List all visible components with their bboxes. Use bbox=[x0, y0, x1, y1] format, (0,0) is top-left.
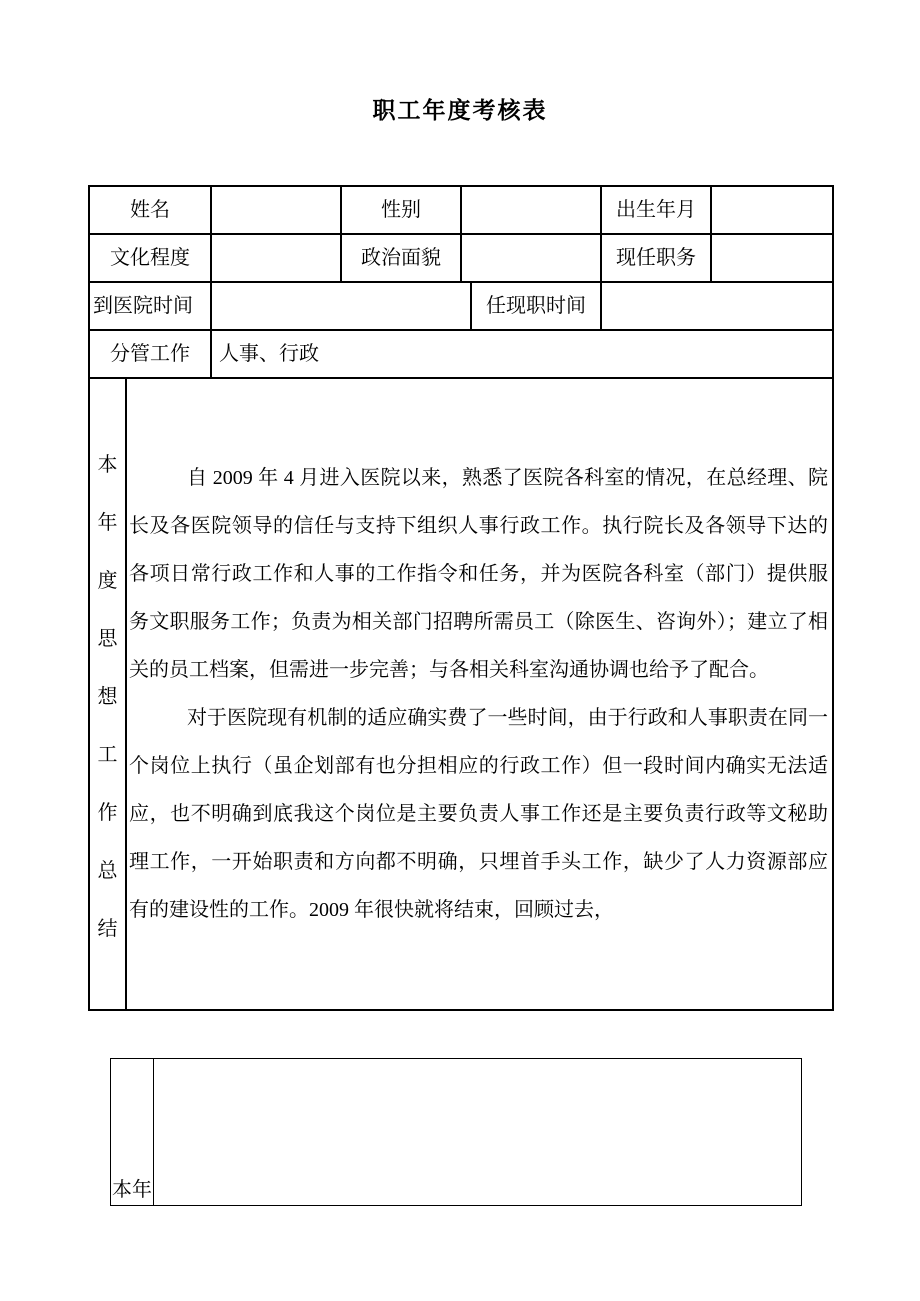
current-post-time-label: 任现职时间 bbox=[472, 283, 602, 331]
side-label-char: 度 bbox=[97, 569, 118, 592]
table-row bbox=[90, 379, 834, 1011]
name-value-cell[interactable] bbox=[212, 187, 342, 235]
hospital-entry-time-label: 到医院时间 bbox=[90, 283, 212, 331]
side-label-char: 想 bbox=[97, 685, 118, 708]
birth-date-value-cell[interactable] bbox=[712, 187, 834, 235]
table-row bbox=[90, 187, 834, 235]
next-section-side-label bbox=[111, 1059, 154, 1205]
education-value-cell[interactable] bbox=[212, 235, 342, 283]
gender-label: 性别 bbox=[342, 187, 462, 235]
page-title: 职工年度考核表 bbox=[372, 98, 548, 123]
side-label-char: 思 bbox=[97, 627, 118, 650]
current-position-value-cell[interactable] bbox=[712, 235, 834, 283]
side-label-char: 年 bbox=[97, 511, 118, 534]
assigned-work-value-cell[interactable]: 人事、行政 bbox=[212, 331, 834, 379]
name-label: 姓名 bbox=[90, 187, 212, 235]
birth-date-label: 出生年月 bbox=[602, 187, 712, 235]
assessment-form-table bbox=[88, 185, 834, 1011]
side-label-char: 作 bbox=[97, 801, 118, 824]
side-label-char: 总 bbox=[97, 859, 118, 882]
summary-paragraph-2: 对于医院现有机制的适应确实费了一些时间，由于行政和人事职责在同一个岗位上执行（虽企划部有也分担相应的行政工作）但一段时间内确实无法适应，也不明确到底我这个岗位是主要负责人事工作还是主要负责行政等文秘助理工作，一开始职责和方向都不明确，只埋首手头工作，缺少了人力资源部应有的建设性的工作。2009 年很快就将结束，回顾过去， bbox=[129, 707, 828, 921]
assigned-work-label: 分管工作 bbox=[90, 331, 212, 379]
summary-paragraph-1: 自 2009 年 4 月进入医院以来，熟悉了医院各科室的情况，在总经理、院长及各医院领导的信任与支持下组织人事行政工作。执行院长及各领导下达的各项日常行政工作和人事的工作指令和任务，并为医院各科室（部门）提供服务文职服务工作；负责为相关部门招聘所需员工（除医生、咨询外）；建立了相关的员工档案，但需进一步完善；与各相关科室沟通协调也给予了配合。 bbox=[129, 467, 828, 681]
side-label-char: 工 bbox=[97, 743, 118, 766]
hospital-entry-time-value-cell[interactable] bbox=[212, 283, 472, 331]
summary-side-label bbox=[90, 379, 127, 1011]
summary-text-area[interactable] bbox=[127, 379, 834, 1011]
side-label-char: 本 bbox=[97, 453, 118, 476]
political-status-label: 政治面貌 bbox=[342, 235, 462, 283]
education-label: 文化程度 bbox=[90, 235, 212, 283]
table-row bbox=[90, 283, 834, 331]
next-section-box bbox=[110, 1058, 802, 1206]
current-post-time-value-cell[interactable] bbox=[602, 283, 834, 331]
political-status-value-cell[interactable] bbox=[462, 235, 602, 283]
table-row bbox=[90, 235, 834, 283]
table-row bbox=[90, 331, 834, 379]
current-position-label: 现任职务 bbox=[602, 235, 712, 283]
gender-value-cell[interactable] bbox=[462, 187, 602, 235]
next-section-text-area[interactable] bbox=[154, 1059, 801, 1205]
next-section-side-label-text: 本年 bbox=[112, 1179, 152, 1201]
side-label-char: 结 bbox=[97, 917, 118, 940]
